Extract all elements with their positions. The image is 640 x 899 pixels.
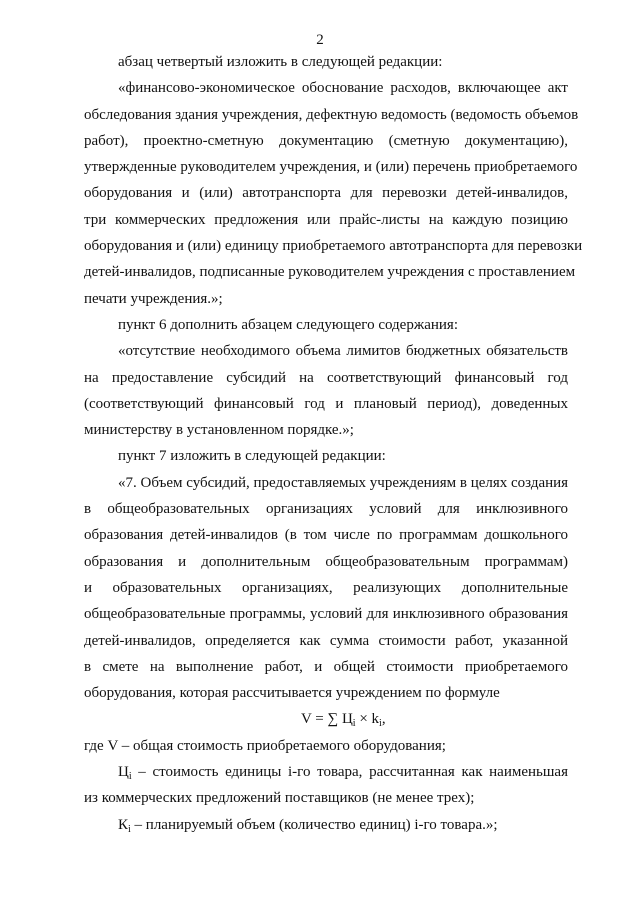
ci-symbol: Ц — [118, 764, 129, 781]
formula — [84, 706, 568, 732]
text-line: на предоставление субсидий на соответствующий финансовый год — [84, 369, 568, 386]
ci-definition-line-2: из коммерческих предложений поставщиков (не менее трех); — [84, 790, 475, 807]
text-line: абзац четвертый изложить в следующей редакции: — [118, 54, 443, 70]
text-line: «отсутствие необходимого объема лимитов бюджетных обязательств — [118, 343, 568, 360]
text-line: оборудования и (или) единицу приобретаемого автотранспорта для перевозки — [84, 238, 583, 255]
text-line: и образовательных организациях, реализующих дополнительные — [84, 579, 568, 596]
ki-symbol: К — [118, 816, 129, 833]
text-line: общеобразовательные программы, условий для инклюзивного образования — [84, 606, 568, 623]
text-line: министерству в установленном порядке.»; — [84, 422, 354, 439]
ki-text: – планируемый объем (количество единиц) i-го товара.»; — [130, 816, 498, 833]
text-line: образования и дополнительным общеобразовательным программам) — [84, 553, 568, 570]
text-line: три коммерческих предложения или прайс-листы на каждую позицию — [84, 211, 568, 228]
text-line: образования детей-инвалидов (в том числе по программам дошкольного — [84, 527, 568, 544]
text-line: в смете на выполнение работ, и общей стоимости приобретаемого — [84, 658, 568, 675]
text-line: детей-инвалидов, определяется как сумма стоимости работ, указанной — [84, 632, 568, 649]
ci-definition-line-1 — [84, 759, 568, 785]
text-line: утвержденные руководителем учреждения, и (или) перечень приобретаемого — [84, 159, 578, 176]
formula-tail: , — [381, 711, 386, 728]
text-line: «финансово-экономическое обоснование расходов, включающее акт — [118, 80, 568, 97]
ki-sub: i — [128, 823, 131, 835]
text-line: в общеобразовательных организациях условий для инклюзивного — [84, 501, 568, 518]
text-line: пункт 6 дополнить абзацем следующего содержания: — [118, 316, 458, 333]
text-line: печати учреждения.»; — [84, 290, 223, 307]
text-line: оборудования, которая рассчитывается учреждением по формуле — [84, 685, 500, 702]
text-line: (соответствующий финансовый год и плановый период), доведенных — [84, 395, 568, 412]
text-line: «7. Объем субсидий, предоставляемых учреждениям в целях создания — [118, 474, 569, 491]
text-line: обследования здания учреждения, дефектную ведомость (ведомость объемов — [84, 106, 579, 123]
text-line: пункт 7 изложить в следующей редакции: — [118, 448, 386, 465]
formula-sub-1: i — [352, 718, 356, 730]
ki-definition-line — [84, 812, 568, 838]
text-line: оборудования и (или) автотранспорта для перевозки детей-инвалидов, — [84, 185, 568, 202]
formula-mid: × k — [355, 711, 380, 728]
ci-text-1: – стоимость единицы i-го товара, рассчитанная как наименьшая — [131, 764, 568, 781]
ci-sub: i — [128, 771, 132, 783]
paragraph-lines — [84, 49, 583, 706]
document-body — [84, 49, 583, 838]
page-number: 2 — [316, 32, 324, 48]
formula-sub-2: i — [379, 718, 382, 730]
text-line: детей-инвалидов, подписанные руководителем учреждения с проставлением — [84, 264, 576, 281]
text-line: работ), проектно-сметную документацию (сметную документацию), — [84, 132, 568, 149]
where-line: где V – общая стоимость приобретаемого оборудования; — [84, 737, 446, 754]
formula-lhs: V = ∑ Ц — [301, 711, 353, 728]
